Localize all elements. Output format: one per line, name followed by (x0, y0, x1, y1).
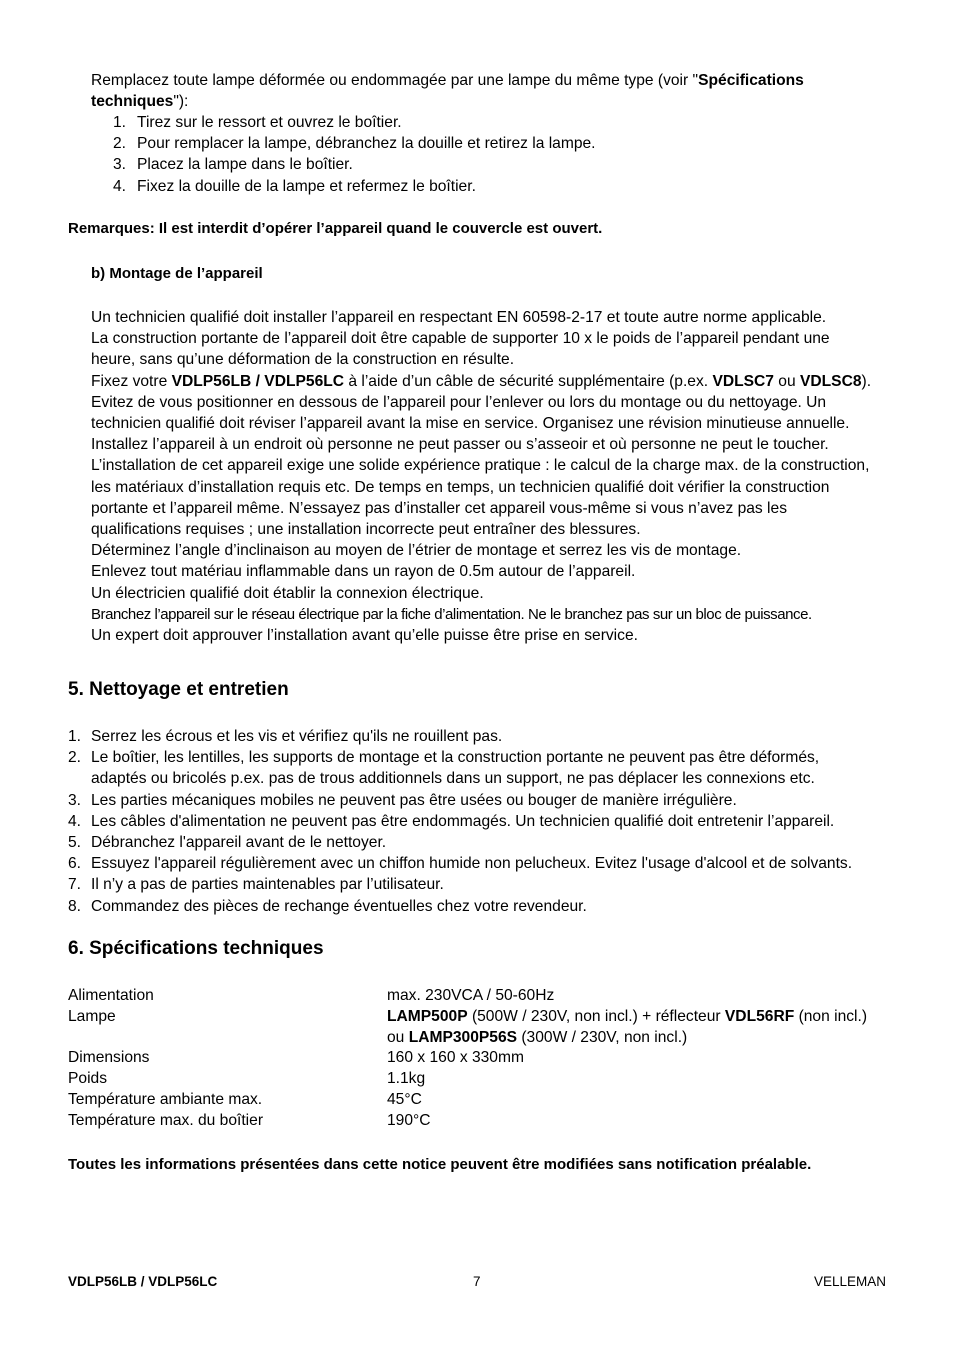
list-item: 7. Il n’y a pas de parties maintenables par l’utilisateur. (68, 876, 444, 894)
mounting-line: La construction portante de l’appareil doit être capable de supporter 10 x le poids de l’appareil pendant une (91, 330, 830, 348)
mounting-line: Fixez votre VDLP56LB / VDLP56LC à l’aide d’un câble de sécurité supplémentaire (p.ex. VDLSC7 ou VDLSC8). (91, 372, 872, 390)
mounting-paragraph (91, 307, 871, 646)
spec-label: Température max. du boîtier (68, 1112, 264, 1129)
spec-value: max. 230VCA / 50-60Hz (387, 987, 555, 1004)
list-item: 2. Pour remplacer la lampe, débranchez la douille et retirez la lampe. (113, 135, 596, 153)
mounting-line: Un électricien qualifié doit établir la connexion électrique. (91, 584, 484, 602)
spec-label: Poids (68, 1070, 108, 1087)
spec-value: 1.1kg (387, 1070, 426, 1087)
mounting-line: Installez l’appareil à un endroit où personne ne peut passer ou s’asseoir et où personne ne peut le toucher. (91, 436, 829, 454)
section-heading: 5. Nettoyage et entretien (68, 679, 289, 700)
mounting-line: L’installation de cet appareil exige une solide expérience pratique : le calcul de la charge max. de la construction, (91, 457, 870, 475)
footer-brand: VELLEMAN (813, 1274, 886, 1289)
mounting-line: Un technicien qualifié doit installer l’appareil en respectant EN 60598-2-17 et toute autre norme applicable. (91, 309, 827, 326)
list-item: 6. Essuyez l'appareil régulièrement avec un chiffon humide non pelucheux. Evitez l'usage d'alcool et de solvants. (68, 855, 853, 873)
list-item: 1. Tirez sur le ressort et ouvrez le boîtier. (113, 114, 402, 131)
list-item: 1. Serrez les écrous et les vis et vérifiez qu'ils ne rouillent pas. (68, 728, 503, 745)
mounting-line: Branchez l’appareil sur le réseau électrique par la fiche d’alimentation. Ne le branchez pas sur un bloc de puissance. (91, 605, 812, 623)
spec-value: ou LAMP300P56S (300W / 230V, non incl.) (387, 1029, 688, 1046)
list-item: 2. Le boîtier, les lentilles, les supports de montage et la construction portante ne peuvent pas être déformés, (68, 749, 820, 767)
mounting-line: Enlevez tout matériau inflammable dans un rayon de 0.5m autour de l’appareil. (91, 563, 636, 581)
list-item: 8. Commandez des pièces de rechange éventuelles chez votre revendeur. (68, 897, 587, 915)
model-name: VDLP56LB / VDLP56LC (171, 372, 345, 390)
accessory-code: VDLSC7 (712, 372, 774, 390)
intro-text: Remplacez toute lampe déformée ou endommagée par une lampe du même type (voir " (91, 72, 699, 89)
mounting-line: heure, sans qu’une déformation de la construction en résulte. (91, 351, 515, 369)
list-item: 3. Placez la lampe dans le boîtier. (113, 156, 353, 174)
mounting-line: portante et l’appareil même. N’essayez pas d’installer cet appareil vous-même si vous n’avez pas les (91, 499, 787, 517)
spec-label: Lampe (68, 1008, 116, 1025)
spec-reference: techniques (91, 93, 174, 111)
section-heading: 6. Spécifications techniques (68, 938, 324, 959)
spec-label: Alimentation (68, 987, 154, 1004)
list-item: 5. Débranchez l'appareil avant de le nettoyer. (68, 834, 387, 852)
spec-reference: Spécifications (698, 72, 804, 89)
list-item: adaptés ou bricolés p.ex. pas de trous additionnels dans un support, ne pas déplacer les connexions etc. (91, 770, 815, 788)
intro-text: "): (173, 93, 189, 111)
page-number: 7 (473, 1274, 481, 1289)
list-item: 3. Les parties mécaniques mobiles ne peuvent pas être usées ou bouger de manière irrégulière. (68, 791, 737, 809)
spec-value: 160 x 160 x 330mm (387, 1049, 524, 1066)
list-item: 4. Les câbles d'alimentation ne peuvent pas être endommagés. Un technicien qualifié doit entretenir l’appareil. (68, 812, 835, 830)
list-item: 4. Fixez la douille de la lampe et refermez le boîtier. (113, 177, 476, 195)
spec-label: Température ambiante max. (68, 1091, 263, 1108)
mounting-line: les matériaux d’installation requis etc. De temps en temps, un technicien qualifié doit vérifier la construction (91, 478, 830, 496)
change-notice: Toutes les informations présentées dans cette notice peuvent être modifiées sans notification préalable. (68, 1156, 812, 1173)
replacement-steps (113, 112, 596, 197)
mounting-line: Un expert doit approuver l’installation avant qu’elle puisse être prise en service. (91, 627, 638, 645)
intro-paragraph (91, 70, 804, 112)
spec-value: 190°C (387, 1112, 431, 1129)
accessory-code: VDLSC8 (799, 372, 862, 390)
mounting-line: technicien qualifié doit réviser l’appareil avant la mise en service. Organisez une révision minutieuse annuelle. (91, 415, 850, 433)
maintenance-list (68, 726, 853, 917)
spec-label: Dimensions (68, 1049, 150, 1066)
mounting-line: qualifications requises ; une installation incorrecte peut entraîner des blessures. (91, 521, 641, 539)
subsection-heading: b) Montage de l’appareil (91, 265, 263, 282)
remark-warning: Remarques: Il est interdit d’opérer l’appareil quand le couvercle est ouvert. (68, 220, 603, 237)
mounting-line: Déterminez l’angle d’inclinaison au moyen de l’étrier de montage et serrez les vis de montage. (91, 542, 742, 560)
mounting-line: Evitez de vous positionner en dessous de l’appareil pour l’enlever ou lors du montage ou du nettoyage. Un (91, 393, 827, 411)
footer-model: VDLP56LB / VDLP56LC (68, 1274, 218, 1289)
spec-value: 45°C (387, 1091, 422, 1108)
spec-value: LAMP500P (500W / 230V, non incl.) + réflecteur VDL56RF (non incl.) (387, 1008, 868, 1025)
